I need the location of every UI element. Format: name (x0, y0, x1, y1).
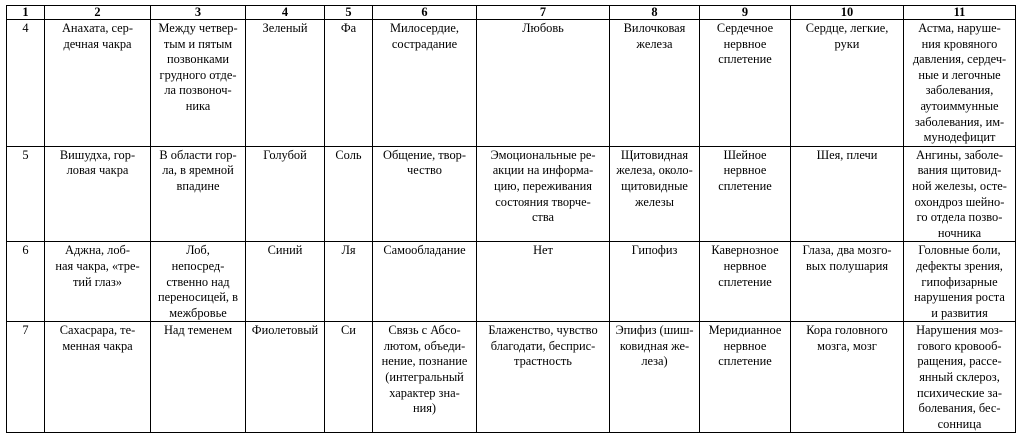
table-row (7, 146, 1016, 242)
cell-organs: Сердце, легкие, руки (791, 20, 904, 147)
chakra-table (6, 5, 1016, 433)
table-row (7, 242, 1016, 322)
cell-note: Фа (325, 20, 373, 147)
cell-note: Соль (325, 146, 373, 242)
header-cell: 5 (325, 6, 373, 20)
cell-plexus: Шейное нервное сплетение (700, 146, 791, 242)
table-row (7, 322, 1016, 433)
header-cell: 11 (904, 6, 1016, 20)
cell-plexus: Сердечное нервное сплетение (700, 20, 791, 147)
table-row (7, 20, 1016, 147)
cell-emotion: Нет (477, 242, 610, 322)
header-cell: 6 (373, 6, 477, 20)
cell-diseases: Астма, наруше- ния кровяного давления, сердеч- ные и легочные заболевания, аутоиммунные заболевания, им- мунодефицит (904, 20, 1016, 147)
cell-organs: Глаза, два мозго- вых полушария (791, 242, 904, 322)
cell-num: 7 (7, 322, 45, 433)
cell-gland: Щитовидная железа, около- щитовидные железы (610, 146, 700, 242)
header-cell: 4 (246, 6, 325, 20)
cell-diseases: Головные боли, дефекты зрения, гипофизарные нарушения роста и развития (904, 242, 1016, 322)
cell-color: Синий (246, 242, 325, 322)
cell-num: 6 (7, 242, 45, 322)
cell-emotion: Любовь (477, 20, 610, 147)
cell-chakra: Анахата, сер- дечная чакра (45, 20, 151, 147)
header-cell: 9 (700, 6, 791, 20)
cell-diseases: Нарушения моз- гового кровооб- ращения, рассе- янный склероз, психические за- болевания, бес- сонница (904, 322, 1016, 433)
cell-chakra: Вишудха, гор- ловая чакра (45, 146, 151, 242)
cell-color: Фиолетовый (246, 322, 325, 433)
cell-emotion: Эмоциональные ре- акции на информа- цию, переживания состояния творче- ства (477, 146, 610, 242)
cell-location: Между четвер- тым и пятым позвонками грудного отде- ла позвоноч- ника (151, 20, 246, 147)
cell-plexus: Кавернозное нервное сплетение (700, 242, 791, 322)
header-row (7, 6, 1016, 20)
header-cell: 3 (151, 6, 246, 20)
header-cell: 10 (791, 6, 904, 20)
cell-plexus: Меридианное нервное сплетение (700, 322, 791, 433)
cell-diseases: Ангины, заболе- вания щитовид- ной железы, осте- охондроз шейно- го отдела позво- ночника (904, 146, 1016, 242)
cell-color: Зеленый (246, 20, 325, 147)
header-cell: 8 (610, 6, 700, 20)
header-cell: 1 (7, 6, 45, 20)
cell-location: Лоб, непосред- ственно над переносицей, в межбровье (151, 242, 246, 322)
cell-chakra: Аджна, лоб- ная чакра, «тре- тий глаз» (45, 242, 151, 322)
cell-num: 5 (7, 146, 45, 242)
cell-emotion: Блаженство, чувство благодати, бесприс- трастность (477, 322, 610, 433)
cell-gland: Гипофиз (610, 242, 700, 322)
cell-organs: Кора головного мозга, мозг (791, 322, 904, 433)
cell-chakra: Сахасрара, те- менная чакра (45, 322, 151, 433)
cell-quality: Связь с Абсо- лютом, объеди- нение, познание (интегральный характер зна- ния) (373, 322, 477, 433)
cell-gland: Эпифиз (шиш- ковидная же- леза) (610, 322, 700, 433)
cell-location: Над теменем (151, 322, 246, 433)
cell-color: Голубой (246, 146, 325, 242)
header-cell: 2 (45, 6, 151, 20)
cell-quality: Общение, твор- чество (373, 146, 477, 242)
cell-note: Си (325, 322, 373, 433)
cell-quality: Самообладание (373, 242, 477, 322)
cell-note: Ля (325, 242, 373, 322)
cell-gland: Вилочковая железа (610, 20, 700, 147)
cell-organs: Шея, плечи (791, 146, 904, 242)
header-cell: 7 (477, 6, 610, 20)
cell-quality: Милосердие, сострадание (373, 20, 477, 147)
cell-num: 4 (7, 20, 45, 147)
cell-location: В области гор- ла, в яремной впадине (151, 146, 246, 242)
